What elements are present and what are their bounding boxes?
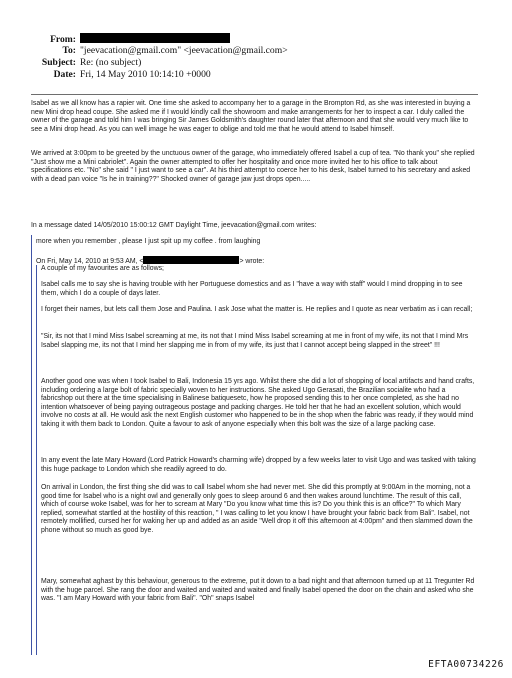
to-value: "jeevacation@gmail.com" <jeevacation@gmail.com> — [80, 45, 288, 56]
header-divider — [31, 94, 478, 95]
date-value: Fri, 14 May 2010 10:14:10 +0000 — [80, 69, 211, 80]
subject-label: Subject: — [41, 57, 76, 68]
quote-paragraph-2: Isabel calls me to say she is having trouble with her Portuguese domestics and as I "have a way with staff" would I mind dropping in to see them, which I do a couple of days later. — [41, 281, 463, 297]
quote-bar-inner — [36, 265, 37, 655]
subject-value: Re: (no subject) — [80, 57, 142, 68]
to-label: To: — [62, 45, 76, 56]
quote-intro-2-pre: On Fri, May 14, 2010 at 9:53 AM, < — [36, 258, 144, 265]
quote-intro-2-post: > wrote: — [239, 258, 265, 265]
quote-paragraph-1: A couple of my favourites are as follows; — [41, 265, 164, 272]
quote-paragraph-6: In any event the late Mary Howard (Lord Patrick Howard's charming wife) dropped by a few weeks later to visit Ugo and was tasked with taking this huge package to London which she readily agreed to do. — [41, 457, 476, 473]
from-label: From: — [50, 34, 76, 45]
to-row — [0, 45, 330, 57]
date-label: Date: — [53, 69, 76, 80]
redaction-block — [80, 33, 230, 43]
quote-line-1: more when you remember , please I just spit up my coffee . from laughing — [36, 238, 261, 245]
quote-intro-1: In a message dated 14/05/2010 15:00:12 GMT Daylight Time, jeevacation@gmail.com writes: — [31, 222, 317, 229]
body-paragraph-2: We arrived at 3:00pm to be greeted by the unctuous owner of the garage, who immediately offered Isabel a cup of tea. "No thank you" she replied "Just show me a Mini cabriolet". Again the owner attempted to offer her hospitality and once more invited her to his office to talk about specifications etc. "No" she said " I just want to see a car". At his third attempt to coerce her to his desk, Isabel turned to his secretary and asked with a dead pan voice "Is he in training??" Shocked owner of garage jaw just drops open..... — [31, 150, 475, 183]
redaction-block — [143, 256, 239, 264]
document-id: EFTA00734226 — [428, 659, 504, 670]
quote-paragraph-5: Another good one was when I took Isabel to Bali, Indonesia 15 yrs ago. Whilst there she did a lot of shopping of local artifacts and hand crafts, including ordering a large bolt of fabric specially woven to her instructions. She asked Ugo Gerasati, the Brazilian socialite who had a fabricshop out there at the time specialising in Balinese batiquesetc, how he proposed sending this to her once completed, as she had no intention whatsoever of being paying outrageous postage and packing charges. He told her that he had an excellent solution, which would involve no costs at all. He would ask the next English customer who happened to be in the shop when the fabric was ready, if they would mind taking it with them back to London. Quite a favour to ask of anyone especially when this bolt was the size of a large packing case. — [41, 378, 475, 428]
body-paragraph-1: Isabel as we all know has a rapier wit. One time she asked to accompany her to a garage in the Brompton Rd, as she was interested in buying a new Mini drop head coupe. She asked me if I would kindly call the showroom and make arrangements for her to inspect a car. I duly called the owner of the garage and told him I was bringing Sir James Goldsmith's daughter round later that afternoon and that she would very much like to see a Mini drop head. As you can well image he was eager to oblige and told me that he would attend to Isabel himself. — [31, 100, 471, 133]
quote-paragraph-4: "Sir, its not that I mind Miss Isabel screaming at me, its not that I mind Miss Isabel screaming at me in front of my wife, its not that I mind Mrs Isabel slapping me, its not that I mind her slapping me in from of my wife, its just that I cannot accept being slapped in the street" !!! — [41, 333, 469, 349]
date-row — [0, 69, 330, 81]
quote-paragraph-8: Mary, somewhat aghast by this behaviour, generous to the extreme, put it down to a bad night and that afternoon turned up at 11 Tregunter Rd with the huge parcel. She rang the door and waited and waited and waited and finally Isabel opened the door on the chain and asked who she was. "I am Mary Howard with your fabric from Bali". "Oh" snaps Isabel — [41, 578, 475, 603]
quote-paragraph-7: On arrival in London, the first thing she did was to call Isabel whom she had never met. She did this promptly at 9:00Am in the morning, not a good time for Isabel who is a night owl and generally only goes to sleep around 6 and then wakes around lunchtime. The result of this call, which of course woke Isabel, was for her to scream at Mary "Do you know what time this is? Do you think this is an office?" To which Mary replied, somewhat startled at the hostility of this reaction, " I was calling to let you know I have brought your fabric back from Bali". Isabel, not remotely mollified, cursed her for waking her up and added as an aside "Well drop it off this afternoon at 4:00pm" and then slammed down the phone without so much as good bye. — [41, 484, 473, 534]
quote-bar-outer — [31, 235, 32, 655]
subject-row — [0, 57, 330, 69]
quote-paragraph-3: I forget their names, but lets call them Jose and Paulina. I ask Jose what the matter is. He replies and I quote as near verbatim as i can recall; — [41, 306, 473, 313]
